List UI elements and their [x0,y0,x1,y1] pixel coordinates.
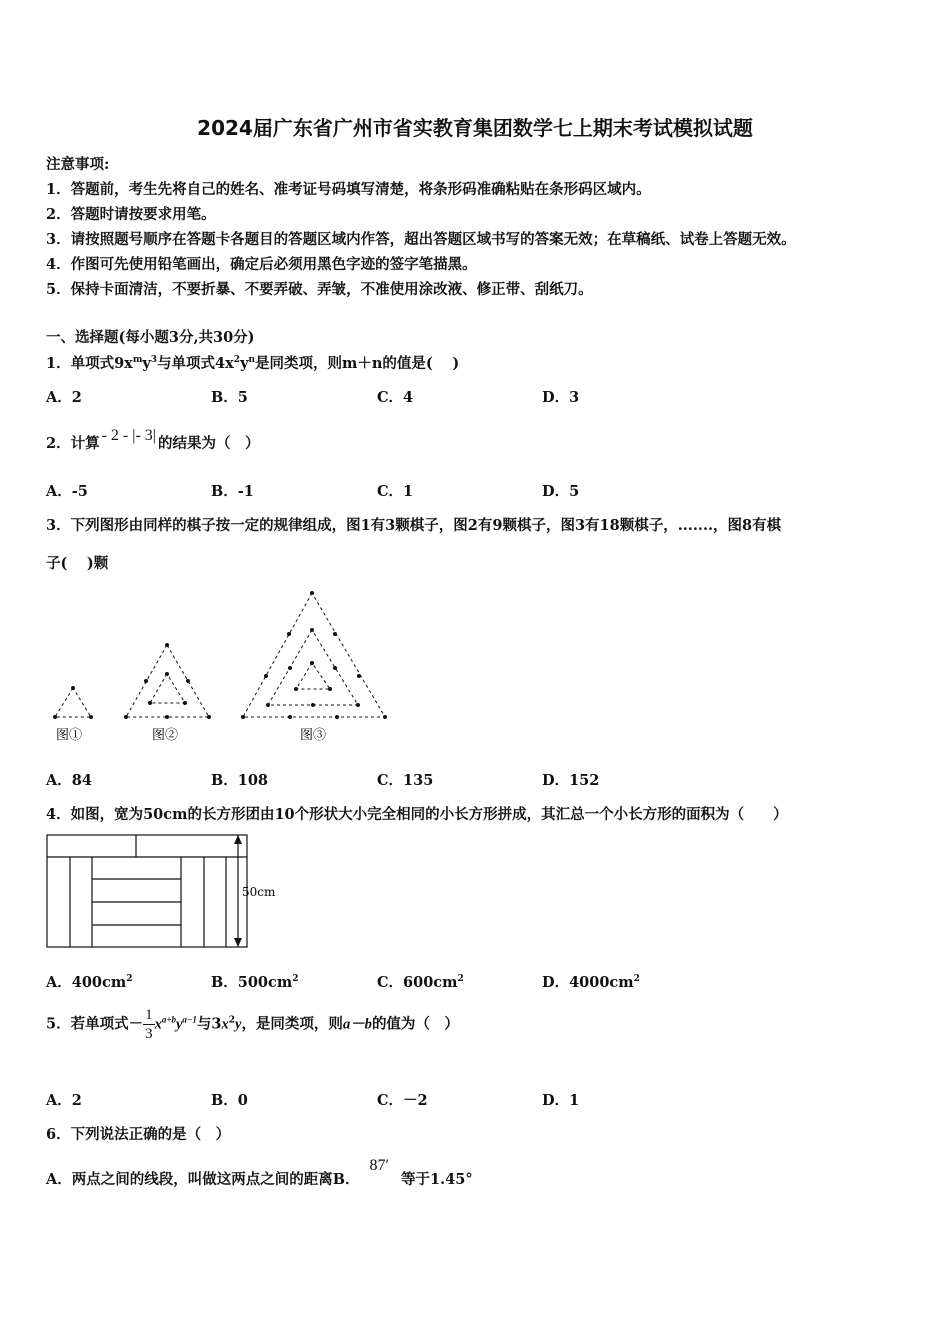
q4-option-d[interactable]: D．$4000cm^2$ [542,974,640,991]
q1-option-c[interactable]: C．4 [377,389,414,406]
q3-figure [40,585,400,750]
q4-option-a[interactable]: A．$400cm^2$ [46,974,133,991]
q2-text: 的结果为（ ） [157,435,260,452]
q1-sup: n [248,355,256,365]
figure-label-2: 图② [152,728,179,743]
q5-text: 5．若单项式－ [46,1015,144,1033]
figure-label-3: 图③ [300,728,327,743]
q4-rectangle-figure [44,832,284,952]
q1-text: 1．单项式9x [46,355,133,372]
q2-option-a[interactable]: A．-5 [46,483,88,500]
q1-text: 与单项式4x [157,355,234,372]
q5-fraction: $\frac{1}{3}$ [145,1007,153,1042]
q5-option-b[interactable]: B．0 [211,1092,248,1109]
section-heading: 一、选择题(每小题3分,共30分) [46,329,255,346]
question-2 [46,427,260,453]
q1-text: 是同类项，则m＋n的值是( ) [255,355,460,372]
q3-text-line1: 3．下列图形由同样的棋子按一定的规律组成，图1有3颗棋子，图2有9颗棋子，图3有18颗棋子，.......，图8有棋 [46,517,782,534]
q3-option-a[interactable]: A．84 [46,772,92,789]
figure-label-1: 图① [56,728,83,743]
figure-2 [124,643,211,719]
q5-option-c[interactable]: C．－2 [377,1092,428,1109]
note-item: 5．保持卡面清洁，不要折暴、不要弄破、弄皱，不准使用涂改液、修正带、刮纸刀。 [46,281,593,298]
note-item: 1．答题前，考生先将自己的姓名、准考证号码填写清楚，将条形码准确粘贴在条形码区域内。 [46,181,651,198]
q1-text: y [240,355,249,372]
q1-option-d[interactable]: D．3 [542,389,580,406]
dimension-label: 50cm [242,885,276,899]
q2-option-b[interactable]: B．-1 [211,483,254,500]
q2-text: 2．计算 [46,435,100,452]
q4-option-c[interactable]: C．$600cm^2$ [377,974,464,991]
q1-option-a[interactable]: A．2 [46,389,82,406]
q3-option-b[interactable]: B．108 [211,772,269,789]
q3-option-c[interactable]: C．135 [377,772,434,789]
q2-option-c[interactable]: C．1 [377,483,414,500]
q6-angle: 87′ [369,1157,390,1174]
q1-option-b[interactable]: B．5 [211,389,248,406]
note-item: 4．作图可先使用铅笔画出，确定后必须用黑色字迹的签字笔描黑。 [46,256,477,273]
question-1 [46,352,459,373]
note-item: 3．请按照题号顺序在答题卡各题目的答题区域内作答，超出答题区域书写的答案无效；在草稿纸、试卷上答题无效。 [46,231,796,248]
figure-1 [53,686,93,719]
q4-option-b[interactable]: B．$500cm^2$ [211,974,299,991]
question-5: 5．若单项式－ $\frac{1}{3}$ $x^{a+b}y^{a-1}$与$3x^2y$，是同类项，则a－b的值为（ ） [46,1007,459,1042]
notes-block [46,152,796,302]
notes-heading: 注意事项: [46,156,110,173]
q3-text-line2: 子( )颗 [46,555,109,572]
q4-text: 4．如图，宽为50cm的长方形团由10个形状大小完全相同的小长方形拼成，其汇总一个小长方形的面积为（ ） [46,806,788,823]
q1-sup: 2 [233,355,241,365]
q1-sup: m [132,355,143,365]
q6-option-a[interactable]: A．两点之间的线段，叫做这两点之间的距离B．87′等于1.45° [46,1157,473,1188]
q2-expression: - 2 - |- 3| [101,427,156,444]
page-title: 2024届广东省广州市省实教育集团数学七上期末考试模拟试题 [197,116,753,140]
q6-text: 6．下列说法正确的是（ ） [46,1126,231,1143]
q1-text: y [142,355,151,372]
q2-option-d[interactable]: D．5 [542,483,580,500]
q5-option-a[interactable]: A．2 [46,1092,82,1109]
figure-3 [241,591,387,719]
q3-option-d[interactable]: D．152 [542,772,600,789]
note-item: 2．答题时请按要求用笔。 [46,206,216,223]
q5-option-d[interactable]: D．1 [542,1092,580,1109]
q1-sup: 3 [150,355,158,365]
